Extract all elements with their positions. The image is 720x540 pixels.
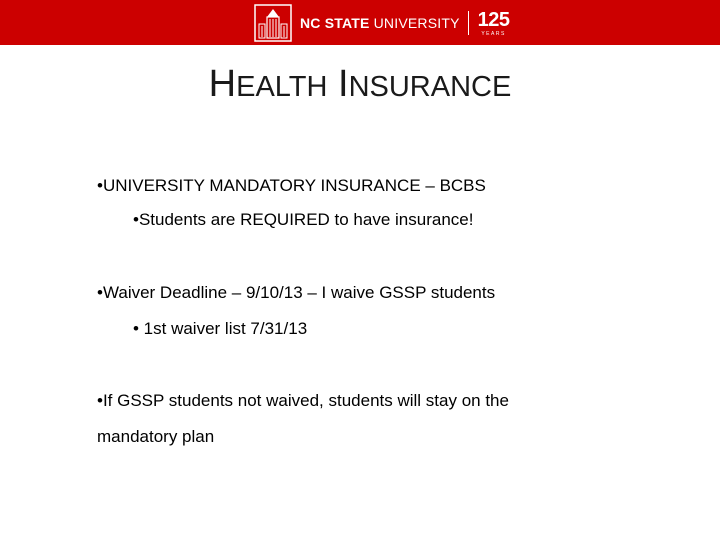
anniversary-label: YEARS	[481, 30, 506, 37]
belltower-icon	[254, 4, 292, 42]
title-initial-2: I	[338, 63, 349, 105]
anniversary-number: 125	[477, 8, 510, 31]
bullet-gssp-continuation: mandatory plan	[97, 427, 215, 446]
title-initial-1: H	[208, 63, 237, 105]
bullet-gssp-not-waived: •If GSSP students not waived, students will stay on the	[97, 391, 509, 410]
university-name	[300, 15, 460, 31]
title-rest-2: NSURANCE	[348, 71, 512, 103]
nc-state-logo	[254, 4, 510, 42]
title-rest-1: EALTH	[236, 71, 328, 103]
sub-bullet-required: •Students are REQUIRED to have insurance!	[133, 210, 474, 229]
anniversary-mark	[478, 10, 510, 37]
logo-divider	[468, 11, 469, 35]
slide-title	[0, 64, 720, 107]
sub-bullet-waiver-list: • 1st waiver list 7/31/13	[133, 319, 308, 338]
university-name-bold: NC STATE	[300, 15, 370, 31]
university-name-light: UNIVERSITY	[369, 15, 460, 31]
bullet-waiver-deadline: •Waiver Deadline – 9/10/13 – I waive GSSP students	[97, 283, 496, 302]
header-bar	[0, 0, 720, 45]
bullet-mandatory-insurance: •UNIVERSITY MANDATORY INSURANCE – BCBS	[97, 176, 486, 195]
